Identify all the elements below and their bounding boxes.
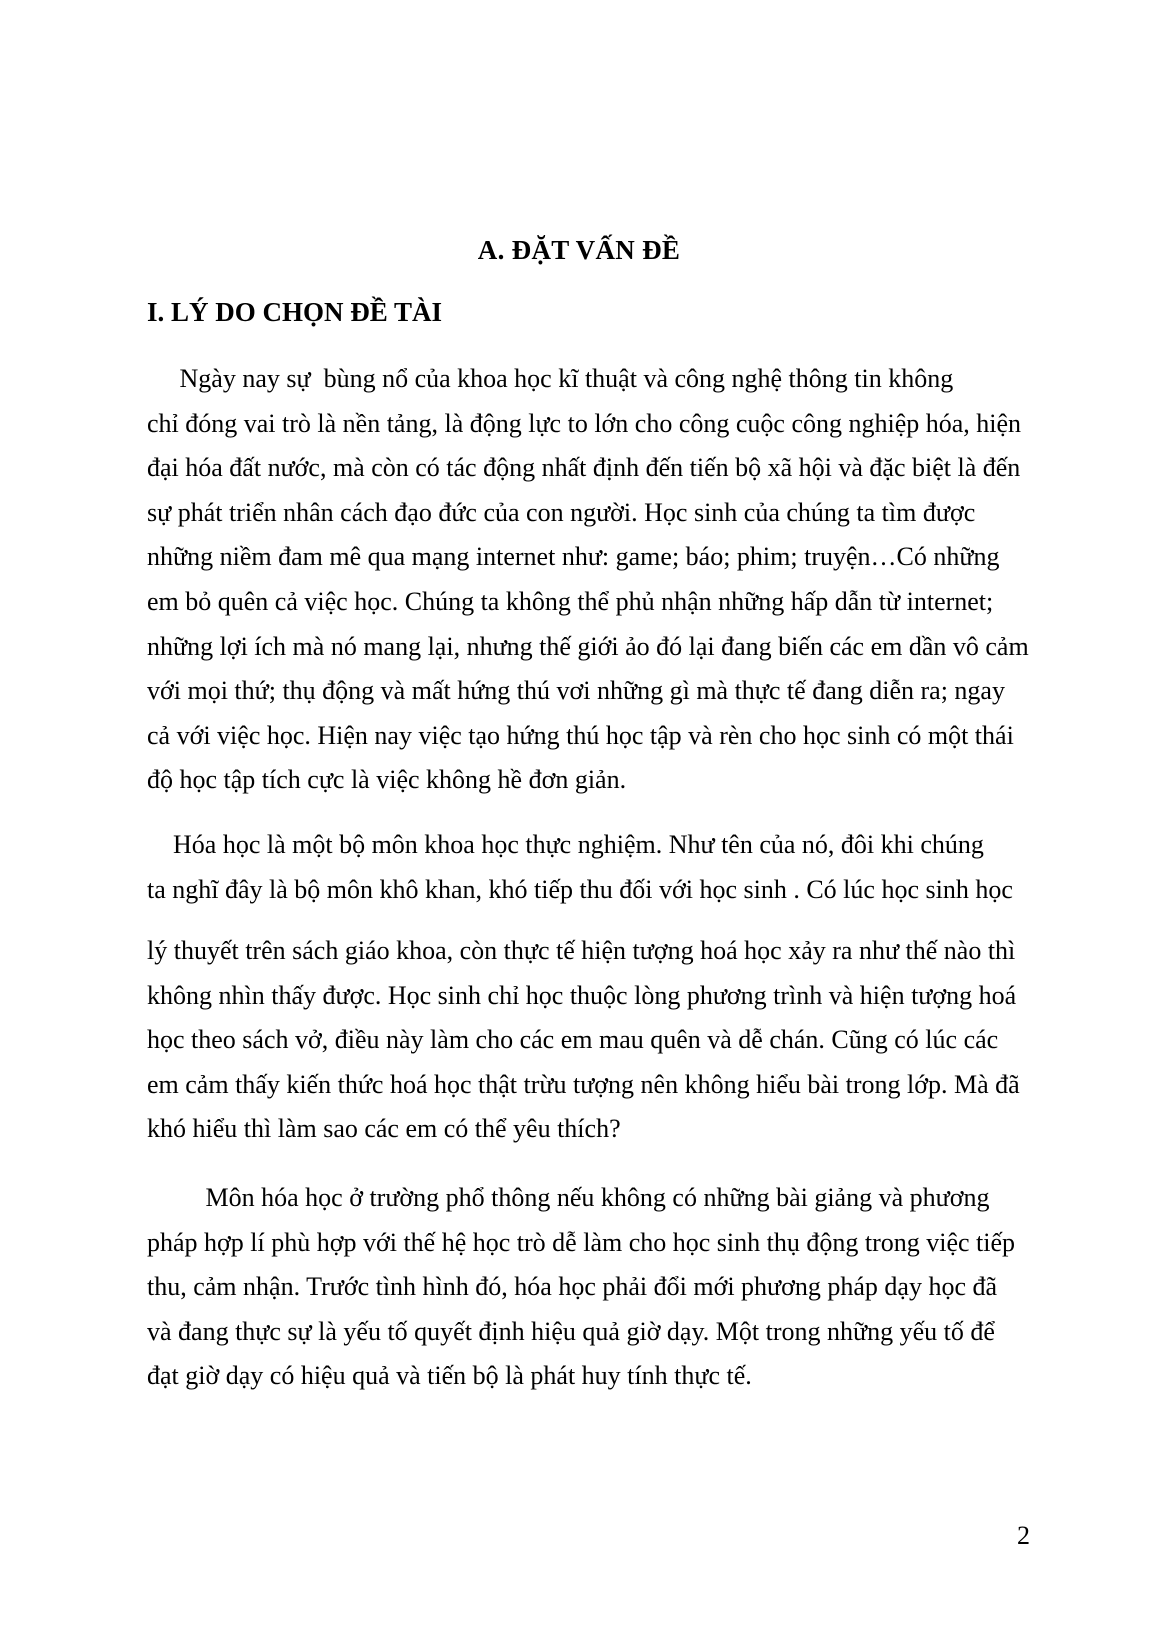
text-line: với mọi thứ; thụ động và mất hứng thú vơi những gì mà thực tế đang diễn ra; ngay — [147, 676, 1005, 706]
paragraph-3 — [147, 929, 1047, 1152]
text-line: sự phát triển nhân cách đạo đức của con người. Học sinh của chúng ta tìm được — [147, 497, 976, 527]
text-line: những niềm đam mê qua mạng internet như: game; báo; phim; truyện…Có những — [147, 542, 1000, 572]
text-line: đại hóa đất nước, mà còn có tác động nhất định đến tiến bộ xã hội và đặc biệt là đến — [147, 453, 1021, 483]
paragraph-4 — [147, 1176, 1047, 1399]
text-line: đạt giờ dạy có hiệu quả và tiến bộ là phát huy tính thực tế. — [147, 1361, 752, 1391]
text-line: không nhìn thấy được. Học sinh chỉ học thuộc lòng phương trình và hiện tượng hoá — [147, 980, 1017, 1010]
page-number: 2 — [1017, 1521, 1030, 1550]
paragraph-1 — [147, 357, 1047, 803]
text-line: độ học tập tích cực là việc không hề đơn giản. — [147, 765, 627, 795]
text-line: em bỏ quên cả việc học. Chúng ta không thể phủ nhận những hấp dẫn từ internet; — [147, 586, 994, 616]
text-line: chỉ đóng vai trò là nền tảng, là động lực to lớn cho công cuộc công nghiệp hóa, hiện — [147, 408, 1022, 438]
text-line: khó hiểu thì làm sao các em có thể yêu thích? — [147, 1114, 621, 1144]
text-line: pháp hợp lí phù hợp với thế hệ học trò dễ làm cho học sinh thụ động trong việc tiếp — [147, 1227, 1016, 1257]
text-line: và đang thực sự là yếu tố quyết định hiệu quả giờ dạy. Một trong những yếu tố để — [147, 1316, 995, 1346]
subsection-title: I. LÝ DO CHỌN ĐỀ TÀI — [147, 297, 443, 327]
text-line: cả với việc học. Hiện nay việc tạo hứng thú học tập và rèn cho học sinh có một thái — [147, 720, 1014, 750]
text-line: thu, cảm nhận. Trước tình hình đó, hóa học phải đổi mới phương pháp dạy học đã — [147, 1272, 998, 1302]
text-line: học theo sách vở, điều này làm cho các em mau quên và dễ chán. Cũng có lúc các — [147, 1025, 999, 1055]
paragraph-2 — [147, 823, 1047, 912]
text-line: những lợi ích mà nó mang lại, nhưng thế giới ảo đó lại đang biến các em dần vô cảm — [147, 631, 1029, 661]
section-title: A. ĐẶT VẤN ĐỀ — [477, 235, 681, 265]
text-line: lý thuyết trên sách giáo khoa, còn thực tế hiện tượng hoá học xảy ra như thế nào thì — [147, 936, 1016, 965]
text-line: ta nghĩ đây là bộ môn khô khan, khó tiếp thu đối với học sinh . Có lúc học sinh học — [147, 874, 1013, 904]
text-line: Ngày nay sự bùng nổ của khoa học kĩ thuật và công nghệ thông tin không — [147, 364, 954, 393]
text-line: Môn hóa học ở trường phổ thông nếu không có những bài giảng và phương — [147, 1183, 990, 1212]
text-line: Hóa học là một bộ môn khoa học thực nghiệm. Như tên của nó, đôi khi chúng — [147, 830, 984, 859]
text-line: em cảm thấy kiến thức hoá học thật trừu tượng nên không hiểu bài trong lớp. Mà đã — [147, 1069, 1020, 1099]
